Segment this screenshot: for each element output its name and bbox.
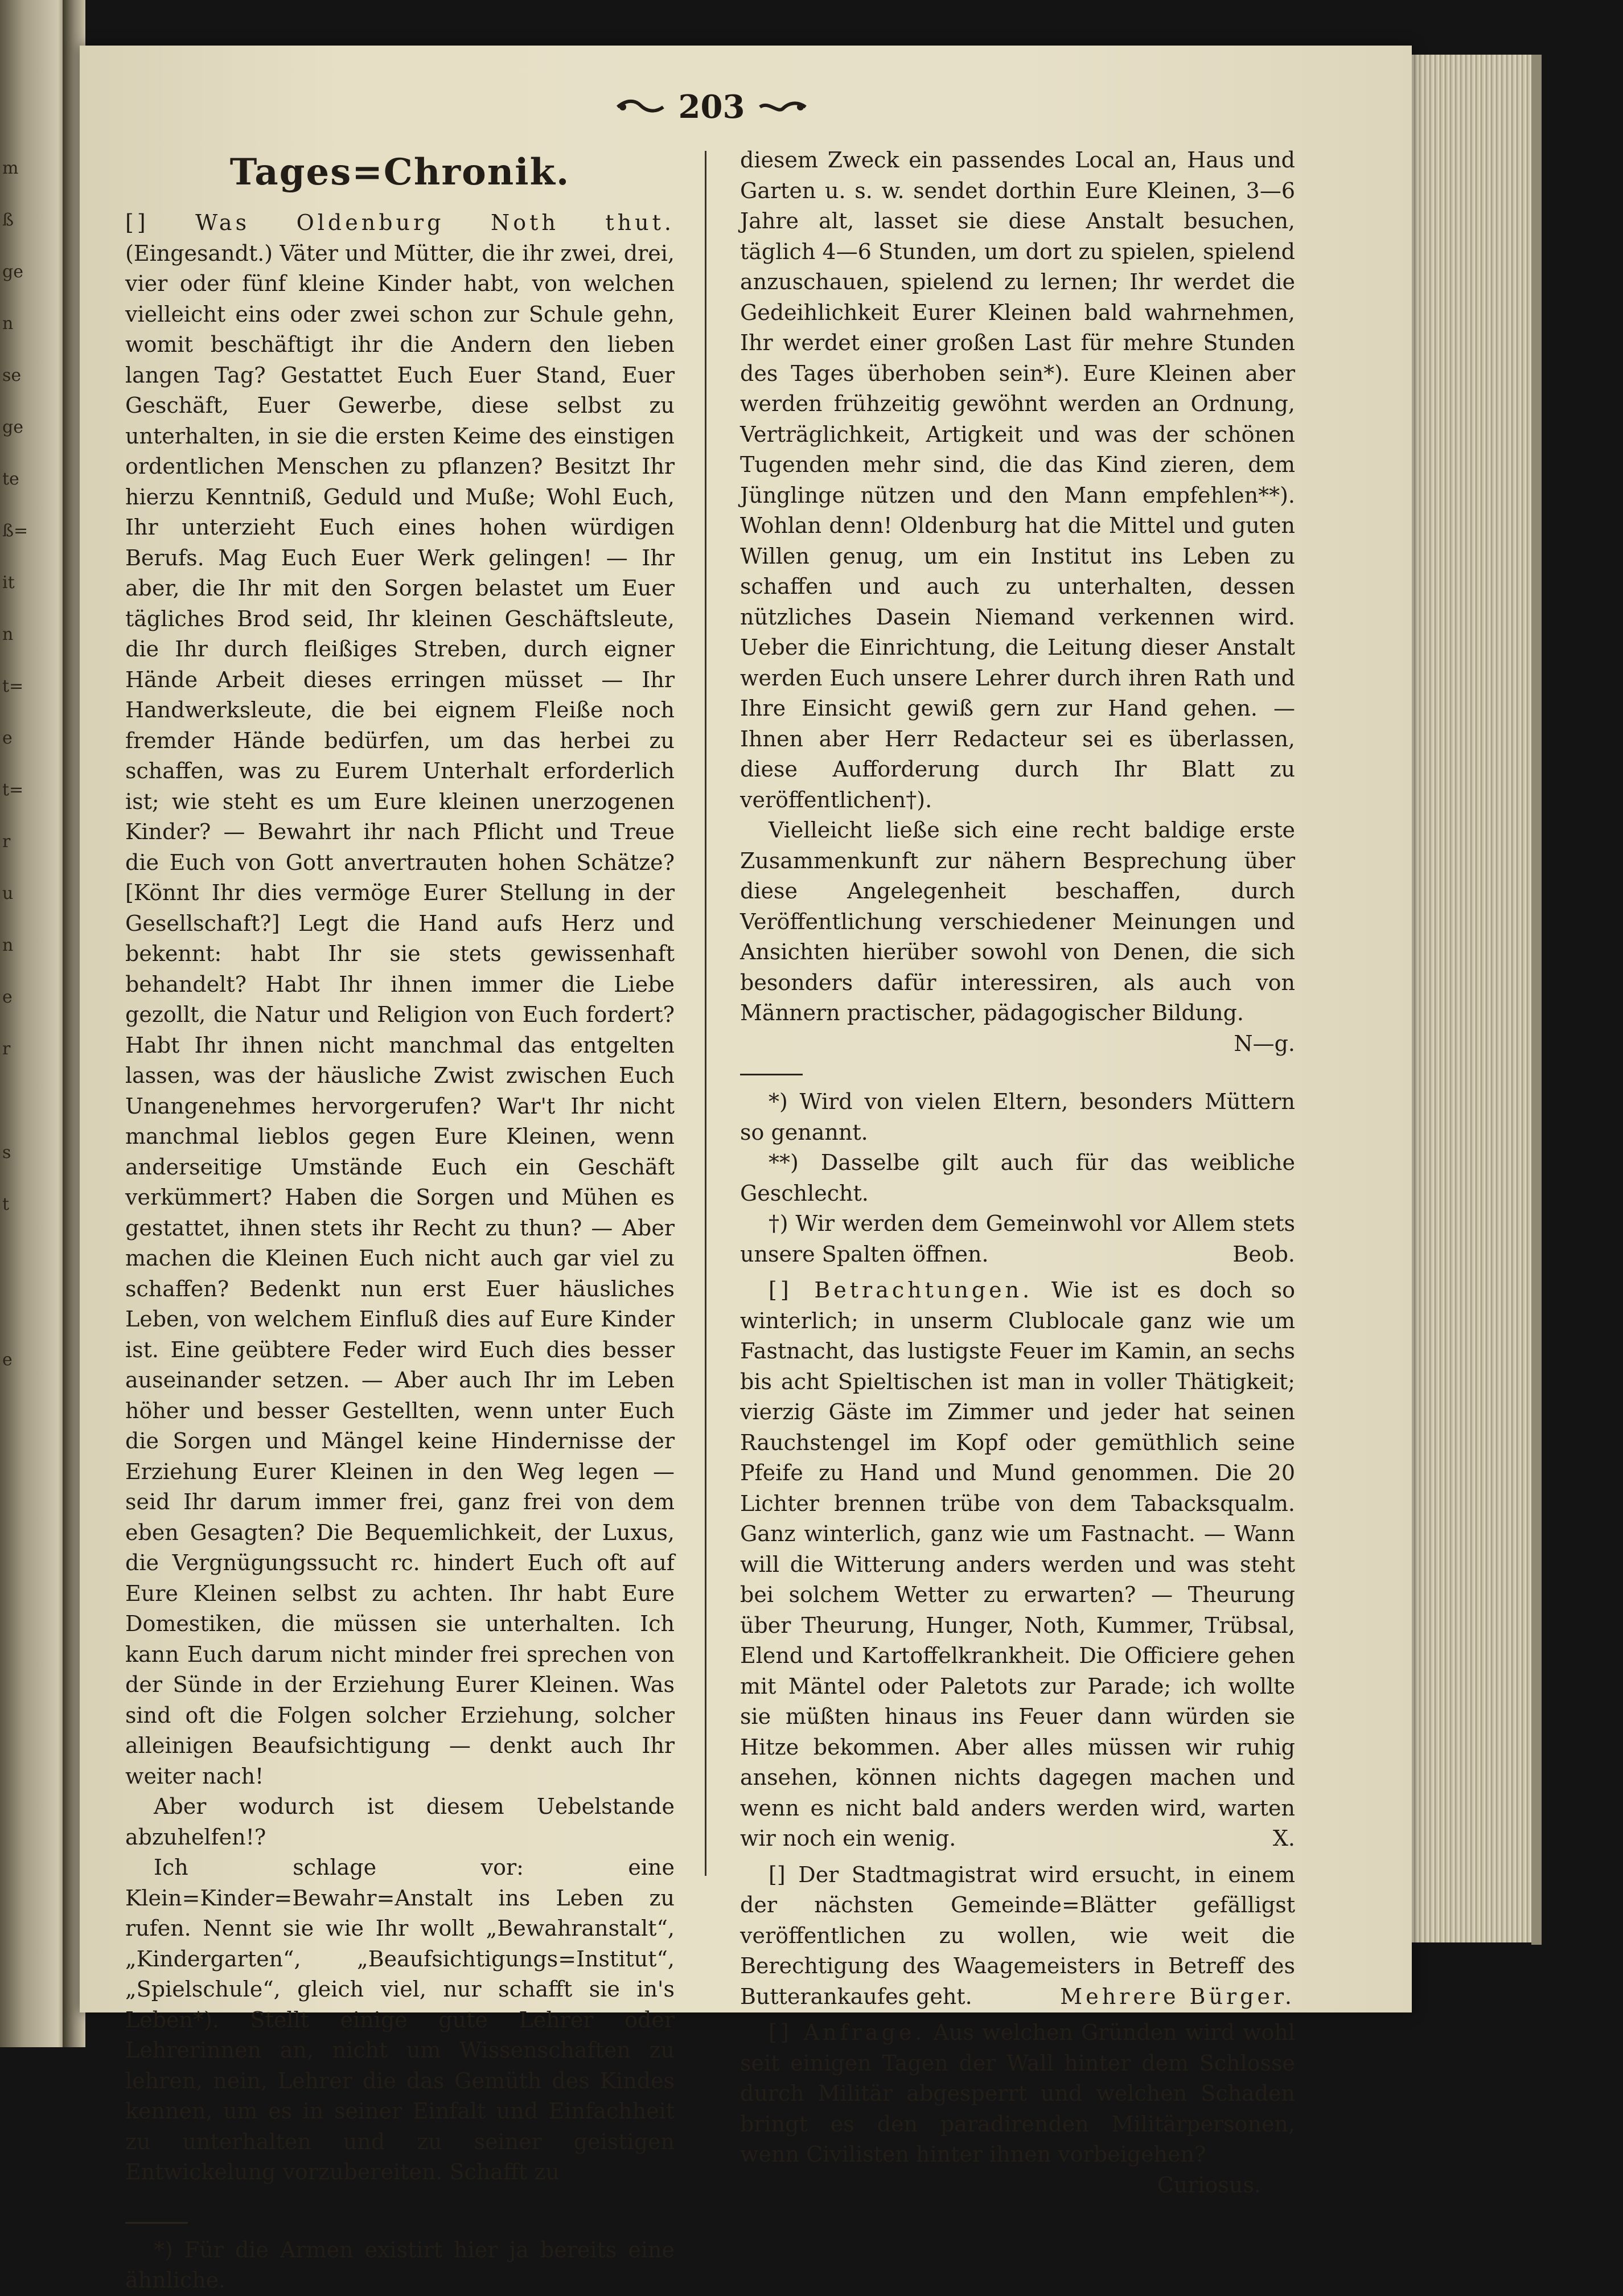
left-margin-fragment: n: [2, 314, 14, 334]
footnote-1: *) Wird von vielen Eltern, besonders Müttern so genannt.: [740, 1089, 1295, 1145]
left-margin-fragment: m: [2, 158, 19, 178]
article-body: [] Der Stadtmagistrat wird ersucht, in einem der nächsten Gemeinde=Blätter gefälligst veröffentlichen zu wollen, wie weit die Berechtigung des Waagemeisters in Betreff des Butterankaufes geht.: [740, 1862, 1295, 2009]
left-margin-fragment: ß: [2, 210, 14, 230]
paragraph-meeting-text: Vielleicht ließe sich eine recht baldige erste Zusammenkunft zur nähern Besprechung über diese Angelegenheit beschaffen, durch Veröffentlichung verschiedener Meinungen und Ansichten hierüber sowohl von Denen, die sich besonders dafür interessiren, als auch von Männern practischer, pädagogischer Bildung.: [740, 818, 1295, 1025]
page-header: [603, 88, 820, 134]
page-edges: [1406, 55, 1537, 1942]
ornament-right-icon: [757, 98, 808, 116]
footnote-rule: [740, 1074, 803, 1075]
paragraph-question: Aber wodurch ist diesem Uebelstande abzuhelfen!?: [125, 1794, 675, 1850]
article-body: Wie ist es doch so winterlich; in unserm Clublocale ganz wie um Fastnacht, das lustigste Feuer im Kamin, an sechs bis acht Spieltischen ist man in voller Thätigkeit; vierzig Gäste im Zimmer und jeder hat seinen Rauchstengel im Kopf oder gemüthlich seine Pfeife zu Hand und Mund genommen. Die 20 Lichter brennen trübe von dem Tabacksqualm. Ganz winterlich, ganz wie um Fastnacht. — Wann will die Witterung anders werden und was steht bei solchem Wetter zu erwarten? — Theurung über Theurung, Hunger, Noth, Kummer, Trübsal, Elend und Kartoffelkrankheit. Die Officiere gehen mit Mäntel oder Paletots zur Parade; ich wollte sie müßten hinaus ins Feuer dann würden sie Hitze bekommen. Aber alles müssen wir ruhig ansehen, können nichts dagegen machen und wenn es nicht bald anders werden wird, warten wir noch ein wenig.: [740, 1278, 1295, 1851]
article-title: [] Anfrage.: [769, 2020, 926, 2045]
left-margin-fragment: s: [2, 1143, 11, 1163]
signature-line: [740, 2170, 1295, 2201]
left-margin-fragment: [2, 1489, 25, 1541]
footnote-2: **) Dasselbe gilt auch für das weibliche Geschlecht.: [740, 1150, 1295, 1206]
column-rule: [705, 151, 706, 1876]
left-margin-fragment: t: [2, 1194, 10, 1214]
right-column: [740, 145, 1295, 2200]
page-number: 203: [678, 88, 745, 126]
left-margin-fragment: it: [2, 573, 15, 593]
left-margin-fragment: ge: [2, 262, 23, 282]
left-margin-fragment: se: [2, 365, 22, 385]
paragraph-meeting: [740, 815, 1295, 1056]
left-margin-fragment: ß=: [2, 521, 28, 541]
footnote-rule: [125, 2222, 188, 2224]
left-margin-fragment: [2, 1282, 25, 1334]
left-page-edge: [0, 0, 68, 2047]
article-betrachtungen: [740, 1275, 1295, 1854]
paragraph-proposal: Ich schlage vor: eine Klein=Kinder=Bewahr=Anstalt ins Leben zu rufen. Nennt sie wie Ihr wollt „Bewahranstalt“, „Kindergarten“, „Beaufsichtigungs=Institut“, „Spielschule“, gleich viel, nur schafft sie in's Leben*). Stellt einige gute Lehrer oder Lehrerinnen an, nicht um Wissenschaften zu lehren, nein, Lehrer die das Gemüth des Kindes kennen, um es in seiner Einfalt und Einfachheit zu unterhalten und zu seiner geistigen Entwickelung vorzubereiten. Schafft zu: [125, 1855, 675, 2184]
left-margin-fragment: [2, 1230, 25, 1282]
left-margin-fragment: [2, 1075, 25, 1127]
signature: Mehrere Bürger.: [1060, 1983, 1295, 2009]
signature: N—g.: [1234, 1030, 1295, 1056]
article-body: Väter und Mütter, die ihr zwei, drei, vier oder fünf kleine Kinder habt, von welchen vielleicht eins oder zwei schon zur Schule gehn, womit beschäftigt ihr die Andern den lieben langen Tag? Gestattet Euch Euer Stand, Euer Geschäft, Euer Gewerbe, diese selbst zu unterhalten, in sie die ersten Keime des einstigen ordentlichen Menschen zu pflanzen? Besitzt Ihr hierzu Kenntniß, Geduld und Muße; Wohl Euch, Ihr unterzieht Euch eines hohen würdigen Berufs. Mag Euch Euer Werk gelingen! — Ihr aber, die Ihr mit den Sorgen belastet um Euer tägliches Brod seid, Ihr kleinen Geschäftsleute, die Ihr durch fleißiges Streben, durch eigner Hände Arbeit dieses erringen müsset — Ihr Handwerksleute, die bei eignem Fleiße noch fremder Hände bedürfen, um das herbei zu schaffen, was zu Eurem Unterhalt erforderlich ist; wie steht es um Eure kleinen unerzogenen Kinder? — Bewahrt ihr nach Pflicht und Treue die Euch von Gott anvertrauten hohen Schätze? [Könnt Ihr dies vermöge Eurer Stellung in der Gesellschaft?] Legt die Hand aufs Herz und bekennt: habt Ihr sie stets gewissenhaft behandelt? Habt Ihr ihnen immer die Liebe gezollt, die Natur und Religion von Euch fordert? Habt Ihr ihnen nicht manchmal das entgelten lassen, was der häusliche Zwist zwischen Euch Unangenehmes hervorgerufen? War't Ihr nicht manchmal lieblos gegen Eure Kleinen, wenn anderseitige Umstände Euch ein Geschäft verkümmert? Haben die Sorgen und Mühen es gestattet, ihnen stets ihr Recht zu thun? — Aber machen die Kleinen Euch nicht auch gar viel zu schaffen? Bedenkt nun erst Euer häusliches Leben, von welchem Einfluß dies auf Eure Kinder ist. Eine geübtere Feder wird Euch dies besser auseinander setzen. — Aber auch Ihr im Leben höher und besser Gestellten, wenn unter Euch die Sorgen und Mängel keine Hindernisse der Erziehung Eurer Kleinen in den Weg legen — seid Ihr darum immer frei, ganz frei von dem eben Gesagten? Die Bequemlichkeit, der Luxus, die Vergnügungssucht rc. hindert Euch oft auf Eure Kleinen selbst zu achten. Ihr habt Eure Domestiken, die müssen sie unterhalten. Ich kann Euch darum nicht minder frei sprechen von der Sünde in der Erziehung Eurer Kleinen. Was sind oft die Folgen solcher Erziehung, solcher alleinigen Beaufsichtigung — denkt auch Ihr weiter nach!: [125, 240, 675, 1789]
left-margin-fragment: ge: [2, 417, 23, 437]
left-margin-fragment: r: [2, 1039, 11, 1059]
left-margin-fragment: n: [2, 935, 14, 955]
signature: X.: [1272, 1826, 1295, 1851]
footnote-3: [740, 1209, 1295, 1270]
left-margin-fragment: [2, 1437, 25, 1489]
section-heading: Tages=Chronik.: [229, 151, 570, 194]
article-anfrage: [740, 2018, 1295, 2170]
left-margin-fragment: [2, 1386, 25, 1437]
left-margin-fragment: t=: [2, 780, 24, 800]
ornament-left-icon: [615, 98, 666, 116]
left-margin-fragment: [2, 1541, 25, 1593]
left-margin-fragment: r: [2, 832, 11, 852]
cover-edge: [1531, 55, 1542, 1945]
footnote: *) Für die Armen existirt hier ja bereits eine ähnliche.: [125, 2237, 675, 2293]
left-margin-fragment: e: [2, 1350, 13, 1370]
article-oldenburg: [125, 208, 675, 1792]
left-margin-fragment: [2, 1697, 25, 1748]
left-margin-fragment: t=: [2, 676, 24, 696]
article-stadtmagistrat: [740, 1860, 1295, 2012]
article-title: [] Betrachtungen.: [769, 1278, 1033, 1303]
footnote-3-text: †) Wir werden dem Gemeinwohl vor Allem stets unsere Spalten öffnen.: [740, 1211, 1295, 1267]
left-page-margin-text: [2, 142, 28, 1748]
left-column: [125, 145, 675, 2296]
article-source: (Eingesandt.): [125, 240, 273, 266]
left-margin-fragment: e: [2, 728, 13, 748]
signature: Beob.: [1232, 1241, 1295, 1267]
left-margin-fragment: te: [2, 469, 19, 489]
signature: Curiosus.: [1157, 2172, 1261, 2198]
article-title: [] Was Oldenburg Noth thut.: [125, 210, 675, 235]
left-margin-fragment: n: [2, 625, 14, 644]
left-margin-fragment: e: [2, 987, 13, 1007]
article-body: Aus welchen Gründen wird wohl seit einigen Tagen der Wall hinter dem Schlosse durch Militär abgesperrt und welchen Schaden bringt es den paradirenden Militärpersonen, wenn Civilisten hinter ihnen vorbeigehen?: [740, 2020, 1295, 2167]
paragraph-continuation: diesem Zweck ein passendes Local an, Haus und Garten u. s. w. sendet dorthin Eure Kleinen, 3—6 Jahre alt, lasset sie diese Anstalt besuchen, täglich 4—6 Stunden, um dort zu spielen, spielend anzuschauen, spielend zu lernen; Ihr werdet die Gedeihlichkeit Eurer Kleinen bald wahrnehmen, Ihr werdet einer großen Last für mehre Stunden des Tages überhoben sein*). Eure Kleinen aber werden frühzeitig gewöhnt werden an Ordnung, Verträglichkeit, Artigkeit und was der schönen Tugenden mehr sind, die das Kind zieren, dem Jünglinge nützen und den Mann empfehlen**). Wohlan denn! Oldenburg hat die Mittel und guten Willen genug, um ein Institut ins Leben zu schaffen und auch zu unterhalten, dessen nützliches Dasein Niemand verkennen wird. Ueber die Einrichtung, die Leitung dieser Anstalt werden Euch unsere Lehrer durch ihren Rath und Ihre Einsicht gewiß gern zur Hand gehen. — Ihnen aber Herr Redacteur sei es überlassen, diese Aufforderung durch Ihr Blatt zu veröffentlichen†).: [740, 147, 1295, 812]
left-margin-fragment: [2, 1645, 25, 1697]
left-margin-fragment: u: [2, 884, 14, 903]
left-margin-fragment: [2, 1593, 25, 1645]
